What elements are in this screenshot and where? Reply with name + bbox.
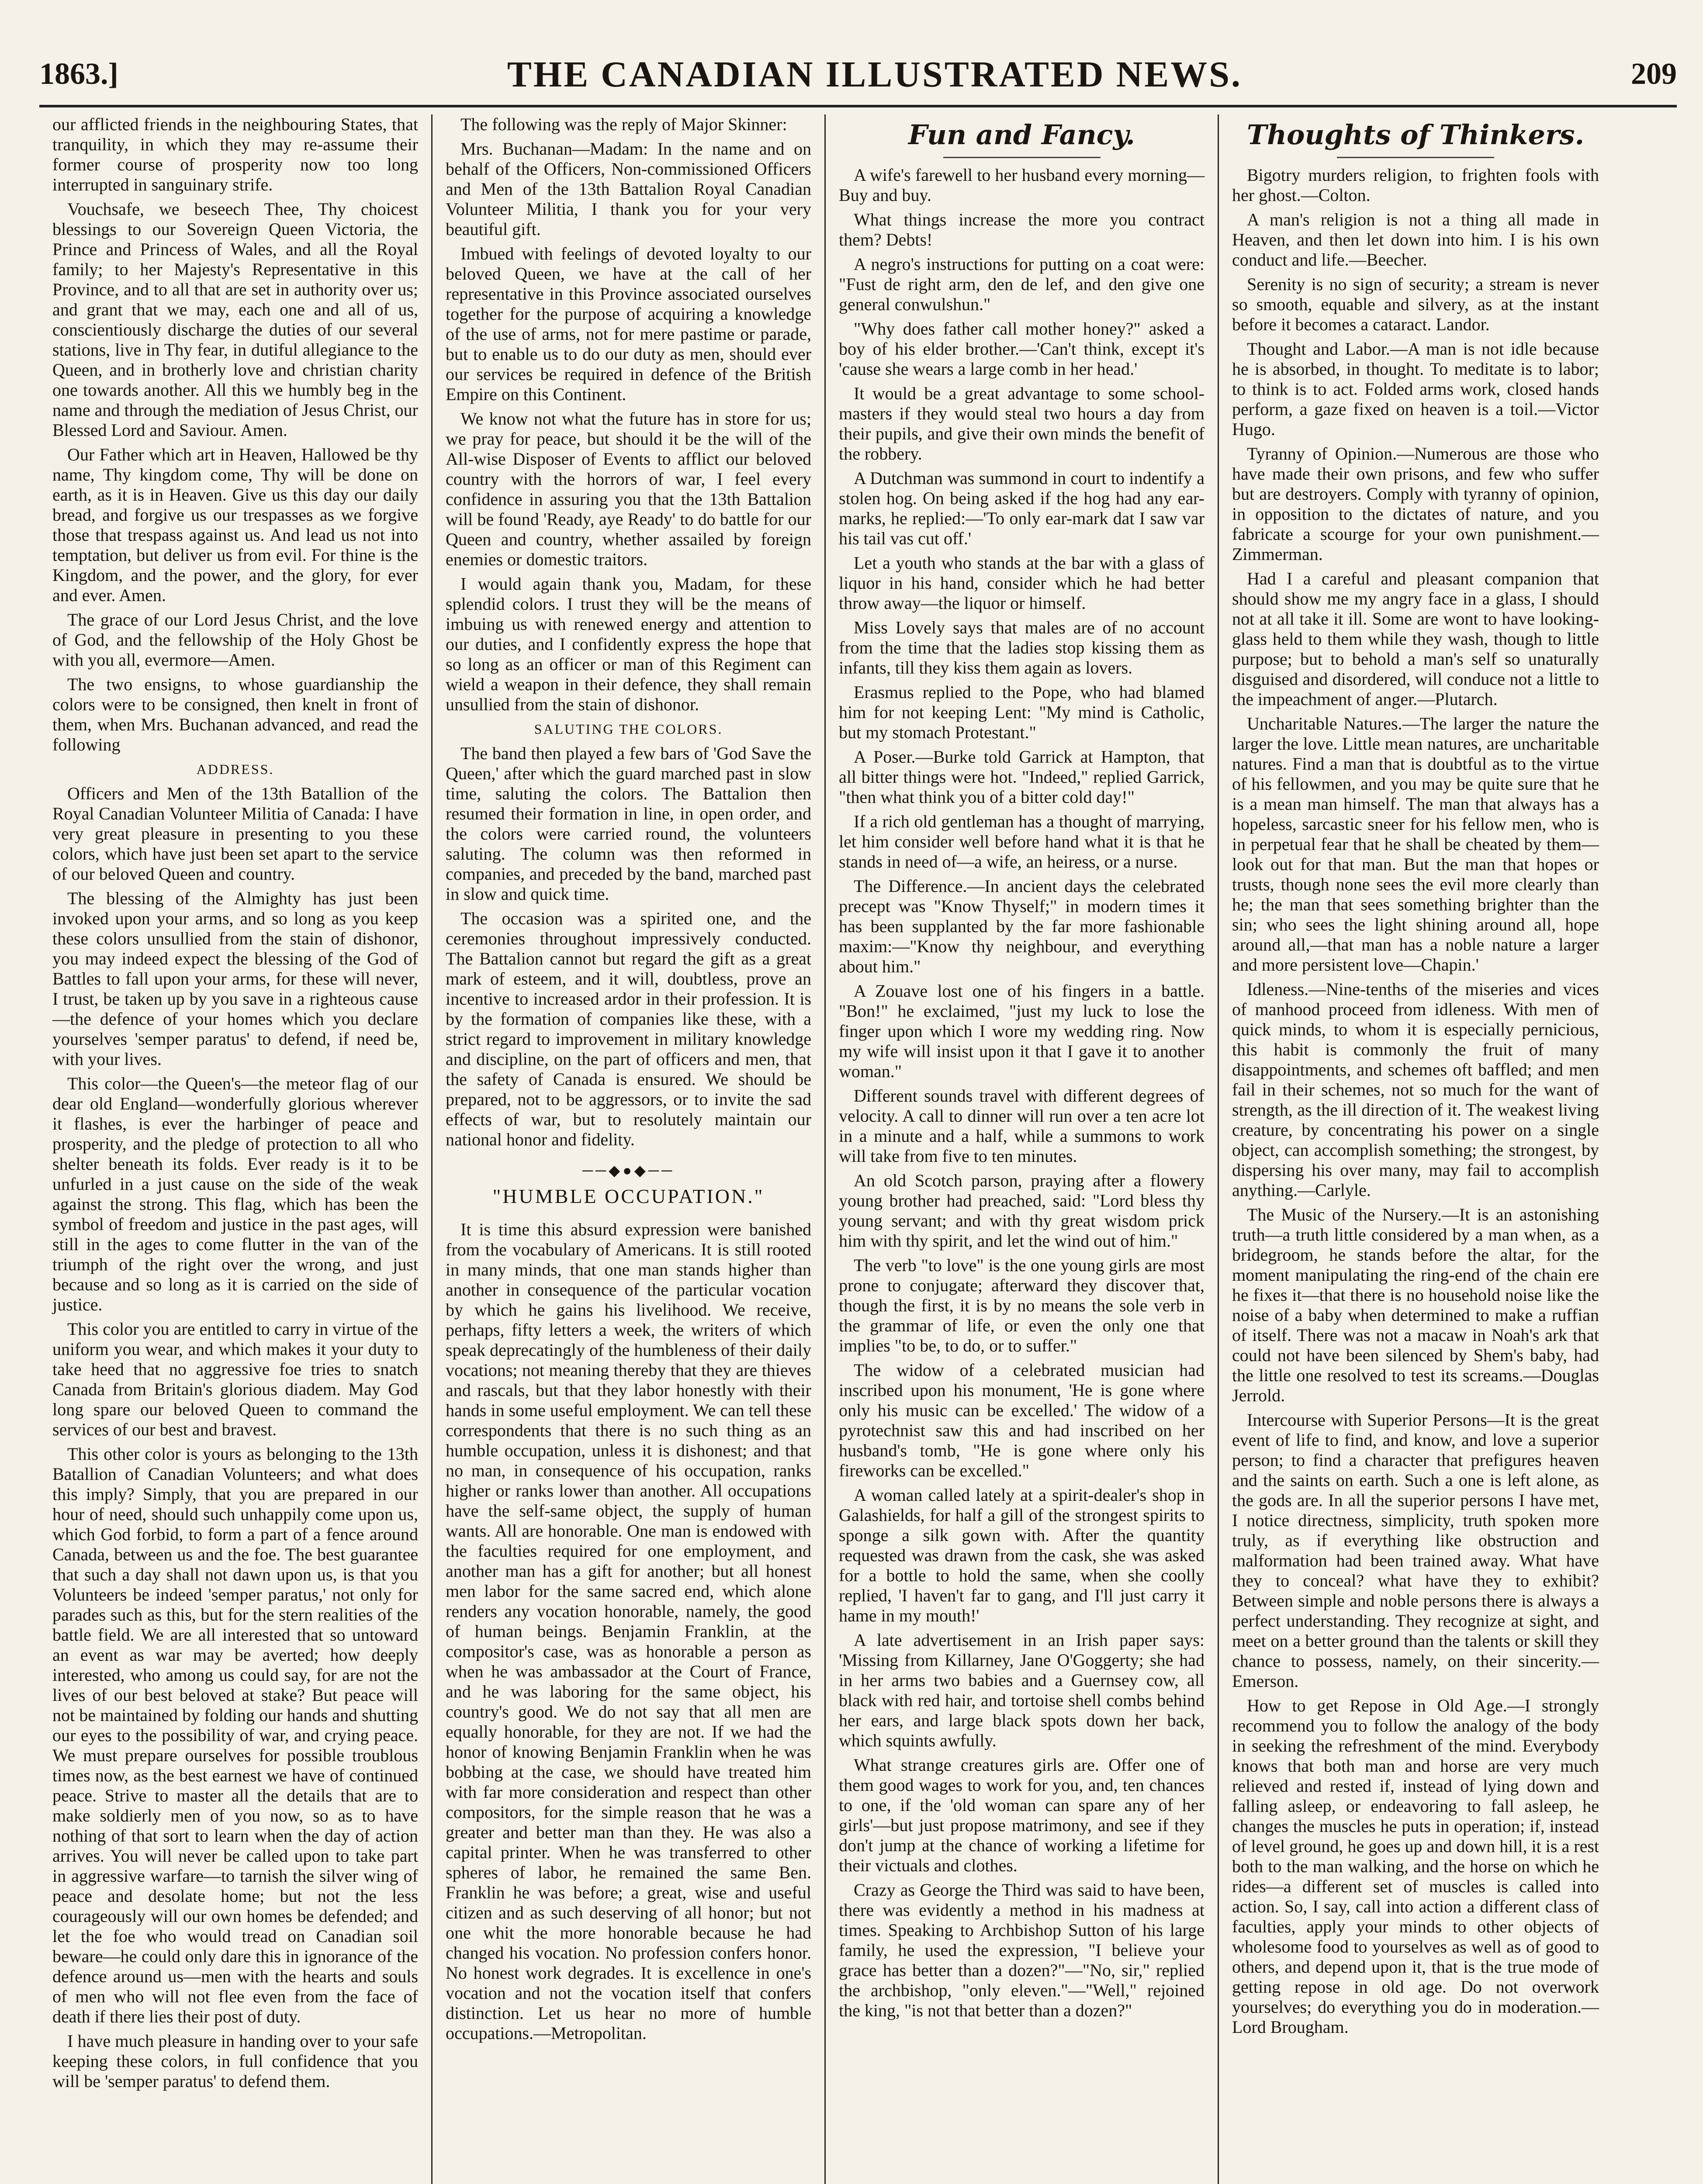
paragraph: The two ensigns, to whose guardianship the colors were to be consigned, then knelt in front of them, when Mrs. Buchanan advanced, and read the following [52, 674, 418, 754]
ornament-divider: ──◆●◆── [582, 1163, 675, 1179]
masthead-title: THE CANADIAN ILLUSTRATED NEWS. [507, 54, 1242, 95]
article-title-humble-occupation: "HUMBLE OCCUPATION." [492, 1185, 765, 1207]
paragraph: A Poser.—Burke told Garrick at Hampton, that all bitter things were hot. "Indeed," replied Garrick, "then what think you of a bitter cold day!" [839, 747, 1205, 807]
paragraph: Tyranny of Opinion.—Numerous are those who have made their own prisons, and few who suffer but are destroyers. Comply with tyranny of opinion, in opposition to the dictates of nature, and you fabricate a scourge for your own punishment.—Zimmerman. [1232, 444, 1599, 564]
paragraph: An old Scotch parson, praying after a flowery young brother had preached, said: "Lord bless thy young servant; and with thy great wisdom prick him with thy spirit, and let the wind out of him." [839, 1171, 1205, 1251]
paragraph: Thought and Labor.—A man is not idle because he is absorbed, in thought. To meditate is to labor; to think is to act. Folded arms work, closed hands perform, a gaze fixed on heaven is a toil.—Victor Hugo. [1232, 339, 1599, 439]
paragraph: "Why does father call mother honey?" asked a boy of his elder brother.—'Can't think, except it's 'cause she wears a large comb in her head.' [839, 319, 1205, 379]
columns [39, 114, 1677, 2184]
paragraph: A man's religion is not a thing all made in Heaven, and then let down into him. I is his own conduct and life.—Beecher. [1232, 210, 1599, 270]
column-4 [1219, 114, 1612, 2184]
section-heading-fun-and-fancy: Fun and Fancy. [908, 119, 1135, 151]
paragraph: Officers and Men of the 13th Batallion of the Royal Canadian Volunteer Militia of Canada: I have very great pleasure in presenting to you these colors, which have just been set apart to the service of our beloved Queen and country. [52, 784, 418, 884]
paragraph: A negro's instructions for putting on a coat were: "Fust de right arm, den de lef, and den give one general conwulshun." [839, 254, 1205, 314]
paragraph: A Zouave lost one of his fingers in a battle. "Bon!" he exclaimed, "just my luck to lose the finger upon which I wore my wedding ring. Now my wife will insist upon it that I gave it to another woman." [839, 981, 1205, 1081]
paragraph: I would again thank you, Madam, for these splendid colors. I trust they will be the means of imbuing us with renewed energy and attention to our duties, and I confidently express the hope that so long as an officer or man of this Regiment can wield a weapon in their defence, they shall remain unsullied from the stain of dishonor. [446, 574, 811, 714]
paragraph: Vouchsafe, we beseech Thee, Thy choicest blessings to our Sovereign Queen Victoria, the Prince and Princess of Wales, and all the Royal family; to her Majesty's Representative in this Province, and to all that are set in authority over us; and grant that we may, each one and all of us, conscientiously discharge the duties of our several stations, live in Thy fear, in dutiful allegiance to the Queen, and in brotherly love and christian charity one towards another. All this we humbly beg in the name and through the mediation of Jesus Christ, our Blessed Lord and Saviour. Amen. [52, 199, 418, 440]
paragraph: It is time this absurd expression were banished from the vocabulary of Americans. It is still rooted in many minds, that one man stands higher than another in consequence of the particular vocation by which he gains his livelihood. We receive, perhaps, fifty letters a week, the writers of which speak deprecatingly of the humbleness of their daily vocations; not meaning thereby that they are thieves and rascals, but that they labor honestly with their hands in some useful employment. We can tell these correspondents that there is no such thing as an humble occupation, unless it is dishonest; and that no man, in consequence of his occupation, ranks higher or ranks lower than another. All occupations have the self-same object, the supply of human wants. All are honorable. One man is endowed with the faculties required for one employment, and another man has a gift for another; but all honest men labor for the same sacred end, which alone renders any vocation honorable, namely, the good of human beings. Benjamin Franklin, at the compositor's case, was as honorable a person as when he was ambassador at the Court of France, and he was laboring for the same object, his country's good. We do not say that all men are equally honorable, for they are not. If we had the honor of knowing Benjamin Franklin when he was bobbing at the case, we should have treated him with far more consideration and respect than other compositors, for the simple reason that he was a greater and better man than they. He was also a capital printer. When he was transferred to other spheres of labor, he remained the same Ben. Franklin he was before; a great, wise and useful citizen and as such deserving of all honor; but not one whit the more honorable because he had changed his vocation. No profession confers honor. No honest work degrades. It is excellence in one's vocation and not the vocation itself that confers distinction. Let us hear no more of humble occupations.—Metropolitan. [446, 1220, 811, 2043]
paragraph: The band then played a few bars of 'God Save the Queen,' after which the guard marched past in slow time, saluting the colors. The Battalion then resumed their formation in line, in open order, and the colors were carried round, the volunteers saluting. The column was then reformed in companies, and preceded by the band, marched past in slow and quick time. [446, 743, 811, 904]
paragraph: What things increase the more you contract them? Debts! [839, 210, 1205, 249]
paragraph: A woman called lately at a spirit-dealer's shop in Galashields, for half a gill of the strongest spirits to sponge a silk gown with. After the quantity requested was drawn from the cask, she was asked for a bottle to hold the same, when she coolly replied, 'I haven't far to gang, and I'll just carry it hame in my mouth!' [839, 1485, 1205, 1625]
paragraph: Bigotry murders religion, to frighten fools with her ghost.—Colton. [1232, 165, 1599, 205]
paragraph: Miss Lovely says that males are of no account from the time that the ladies stop kissing them as infants, till they kiss them again as lovers. [839, 618, 1205, 677]
paragraph: Let a youth who stands at the bar with a glass of liquor in his hand, consider which he had better throw away—the liquor or himself. [839, 553, 1205, 613]
paragraph: Crazy as George the Third was said to have been, there was evidently a method in his madness at times. Speaking to Archbishop Sutton of his large family, he used the expression, "I believe your grace has better than a dozen?"—"No, sir," replied the archbishop, "only eleven."—"Well," rejoined the king, "is not that better than a dozen?" [839, 1880, 1205, 2020]
paragraph: The grace of our Lord Jesus Christ, and the love of God, and the fellowship of the Holy Ghost be with you all, evermore—Amen. [52, 610, 418, 670]
paragraph: What strange creatures girls are. Offer one of them good wages to work for you, and, ten chances to one, if the 'old woman can spare any of her girls'—but just propose matrimony, and see if they don't jump at the chance of working a lifetime for their victuals and clothes. [839, 1755, 1205, 1875]
heading-rule [943, 157, 1101, 158]
subheading-address: ADDRESS. [196, 761, 274, 777]
column-2 [433, 114, 826, 2184]
paragraph: It would be a great advantage to some school-masters if they would steal two hours a day from their pupils, and give their own minds the benefit of the robbery. [839, 384, 1205, 463]
paragraph: Serenity is no sign of security; a stream is never so smooth, equable and silvery, as at the instant before it becomes a cataract. Landor. [1232, 274, 1599, 334]
paragraph: We know not what the future has in store for us; we pray for peace, but should it be the will of the All-wise Disposer of Events to afflict our beloved country with the horrors of war, I feel every confidence in assuring you that the 13th Battalion will be found 'Ready, aye Ready' to do battle for our Queen and country, whether assailed by foreign enemies or domestic traitors. [446, 409, 811, 569]
paragraph: I have much pleasure in handing over to your safe keeping these colors, in full confidence that you will be 'semper paratus' to defend them. [52, 2031, 418, 2091]
page-header [39, 41, 1677, 107]
section-heading-thoughts-of-thinkers: Thoughts of Thinkers. [1246, 119, 1585, 151]
paragraph: How to get Repose in Old Age.—I strongly recommend you to follow the analogy of the body in seeking the refreshment of the mind. Everybody knows that both man and horse are very much relieved and rested if, instead of lying down and falling asleep, or endeavoring to fall asleep, he changes the muscles he puts in operation; if, instead of level ground, he goes up and down hill, it is a rest both to the man walking, and the horse on which he rides—a different set of muscles is called into action. So, I say, call into action a different class of faculties, apply your minds to other objects of wholesome food to yourselves as well as of good to others, and depend upon it, that is the true mode of getting repose in old age. Do not overwork yourselves; do everything you do in moderation.—Lord Brougham. [1232, 1696, 1599, 2037]
paragraph: The Music of the Nursery.—It is an astonishing truth—a truth little considered by a man when, as a bridegroom, he stands before the altar, for the moment manipulating the ring-end of the chain ere he fixes it—that there is no household noise like the noise of a baby when determined to make a ruffian of itself. There was not a macaw in Noah's ark that could not have been silenced by Shem's baby, had the little one resolved to test its screams.—Douglas Jerrold. [1232, 1205, 1599, 1405]
paragraph: Uncharitable Natures.—The larger the nature the larger the love. Little mean natures, are uncharitable natures. Find a man that is doubtful as to the virtue of his fellowmen, and you may be quite sure that he is a mean man himself. The man that always has a hopeless, sarcastic sneer for his fellow men, who is in perpetual fear that he shall be cheated by them—look out for that man. But the man that hopes or trusts, though none sees the evil more clearly than he; the man that sees something brighter than the sin; who sees the light shining around all, hope around all,—that man has a noble nature a larger and more persistent love—Chapin.' [1232, 714, 1599, 975]
heading-rule [1337, 157, 1494, 158]
paragraph: The following was the reply of Major Skinner: [460, 114, 787, 134]
paragraph: This color you are entitled to carry in virtue of the uniform you wear, and which makes it your duty to take heed that no aggressive foe tries to snatch Canada from Britain's glorious diadem. May God long spare our beloved Queen to command the services of our best and bravest. [52, 1319, 418, 1439]
paragraph: The Difference.—In ancient days the celebrated precept was "Know Thyself;" in modern times it has been supplanted by the far more fashionable maxim:—"Know thy neighbour, and everything about him." [839, 876, 1205, 976]
paragraph: Idleness.—Nine-tenths of the miseries and vices of manhood proceed from idleness. With men of quick minds, to whom it is especially pernicious, this habit is commonly the fruit of many disappointments, and schemes oft baffled; and men fail in their schemes, not so much for the want of strength, as the ill direction of it. The weakest living creature, by concentrating his power on a single object, can accomplish something; the strongest, by dispersing his over many, may fail to accomplish anything.—Carlyle. [1232, 979, 1599, 1200]
column-1 [39, 114, 433, 2184]
paragraph: Our Father which art in Heaven, Hallowed be thy name, Thy kingdom come, Thy will be done on earth, as it is in Heaven. Give us this day our daily bread, and forgive us our trespasses as we forgive those that trespass against us. And lead us not into temptation, but deliver us from evil. For thine is the Kingdom, and the power, and the glory, for ever and ever. Amen. [52, 445, 418, 605]
paragraph: Had I a careful and pleasant companion that should show me my angry face in a glass, I should not at all take it ill. Some are wont to have looking-glass held to them while they wash, though to little purpose; but to behold a man's self so unaturally disguised and disordered, will conduce not a little to the impeachment of anger.—Plutarch. [1232, 569, 1599, 709]
subheading-saluting: SALUTING THE COLORS. [534, 721, 723, 737]
paragraph: A late advertisement in an Irish paper says: 'Missing from Killarney, Jane O'Goggerty; she had in her arms two babies and a Guernsey cow, all black with red hair, and tortoise shell combs behind her ears, and large black spots down her back, which squints awfully. [839, 1630, 1205, 1750]
paragraph: Mrs. Buchanan—Madam: In the name and on behalf of the Officers, Non-commissioned Officers and Men of the 13th Battalion Royal Canadian Volunteer Militia, I thank you for your very beautiful gift. [446, 139, 811, 239]
paragraph: If a rich old gentleman has a thought of marrying, let him consider well before hand what it is that he stands in need of—a wife, an heiress, or a nurse. [839, 812, 1205, 871]
paragraph: Imbued with feelings of devoted loyalty to our beloved Queen, we have at the call of her representative in this Province associated ourselves together for the purpose of acquiring a knowledge of the use of arms, not for mere pastime or parade, but to enable us to do our duty as men, should ever our services be required in defence of the British Empire on this Continent. [446, 244, 811, 404]
paragraph: our afflicted friends in the neighbouring States, that tranquility, in which they may re-assume their former course of prosperity now too long interrupted in sanguinary strife. [52, 114, 418, 194]
paragraph: Intercourse with Superior Persons—It is the great event of life to find, and know, and love a superior person; to find a character that prefigures heaven and the saints on earth. Such a one is left alone, as the gods are. In all the superior persons I have met, I notice directness, simplicity, truth spoken more truly, as if everything like obstruction and malformation had been trained away. What have they to conceal? what have they to exhibit? Between simple and noble persons there is always a perfect understanding. They recognize at sight, and meet on a better ground than the talents or skill they chance to possess, namely, on their sincerity.—Emerson. [1232, 1410, 1599, 1691]
paragraph: Erasmus replied to the Pope, who had blamed him for not keeping Lent: "My mind is Catholic, but my stomach Protestant." [839, 682, 1205, 742]
paragraph: The blessing of the Almighty has just been invoked upon your arms, and so long as you keep these colors unsullied from the stain of dishonor, you may indeed expect the blessing of the God of Battles to fall upon your arms, for these will never, I trust, be taken up by you save in a righteous cause—the defence of your homes which you declare yourselves 'semper paratus' to defend, if need be, with your lives. [52, 888, 418, 1069]
paragraph: This other color is yours as belonging to the 13th Batallion of Canadian Volunteers; and what does this imply? Simply, that you are prepared in our hour of need, should such unhappily come upon us, which God forbid, to form a part of a fence around Canada, between us and the foe. The best guarantee that such a day shall not dawn upon us, is that you Volunteers be indeed 'semper paratus,' not only for parades such as this, but for the stern realities of the battle field. We are all interested that so untoward an event as war may be averted; how deeply interested, who among us could say, for are not the lives of our best beloved at stake? But peace will not be maintained by folding our hands and shutting our eyes to the possibility of war, and crying peace. We must prepare ourselves for possible troublous times now, as the best earnest we have of continued peace. Strive to master all the details that are to make soldierly men of you now, so as to have nothing of that sort to learn when the day of action arrives. You will never be called upon to take part in aggressive warfare—to tarnish the silver wing of peace and desolate home; but not the less courageously will our own homes be defended; and let the foe who would tread on Canadian soil beware—he could only dare this in ignorance of the defence around us—men with the hearts and souls of men who will not flee even from the face of death if there lies their post of duty. [52, 1444, 418, 2026]
header-rule [39, 105, 1677, 107]
page-number: 209 [1631, 57, 1677, 91]
paragraph: This color—the Queen's—the meteor flag of our dear old England—wonderfully glorious wherever it flashes, is ever the harbinger of peace and prosperity, and the pledge of protection to all who shelter beneath its folds. Ever ready is it to be unfurled in a just cause on the side of the weak against the strong. This flag, which has been the symbol of freedom and justice in the past ages, will still in the ages to come flutter in the van of the triumph of the right over the wrong, and just because and so long as it is carried on the side of justice. [52, 1074, 418, 1314]
paragraph: The widow of a celebrated musician had inscribed upon his monument, 'He is gone where only his music can be excelled.' The widow of a pyrotechnist saw this and had inscribed on her husband's tomb, "He is gone where only his fireworks can be excelled." [839, 1360, 1205, 1480]
paragraph: A wife's farewell to her husband every morning—Buy and buy. [839, 165, 1205, 205]
paragraph: A Dutchman was summond in court to indentify a stolen hog. On being asked if the hog had any ear-marks, he replied:—'To only ear-mark dat I saw var his tail vas cut off.' [839, 468, 1205, 548]
paragraph: The occasion was a spirited one, and the ceremonies throughout impressively conducted. The Battalion cannot but regard the gift as a great mark of esteem, and it will, doubtless, prove an incentive to increased ardor in their profession. It is by the formation of companies like these, with a strict regard to improvement in military knowledge and discipline, on the part of officers and men, that the safety of Canada is ensured. We should be prepared, not to be aggressors, or to invite the sad effects of war, but to resolutely maintain our national honor and fidelity. [446, 909, 811, 1149]
column-3 [826, 114, 1219, 2184]
paragraph: Different sounds travel with different degrees of velocity. A call to dinner will run over a ten acre lot in a minute and a half, while a summons to work will take from five to ten minutes. [839, 1086, 1205, 1166]
issue-year: 1863.] [39, 57, 118, 91]
paragraph: The verb "to love" is the one young girls are most prone to conjugate; afterward they discover that, though the first, it is by no means the sole verb in the grammar of life, or even the only one that implies "to be, to do, or to suffer." [839, 1255, 1205, 1355]
